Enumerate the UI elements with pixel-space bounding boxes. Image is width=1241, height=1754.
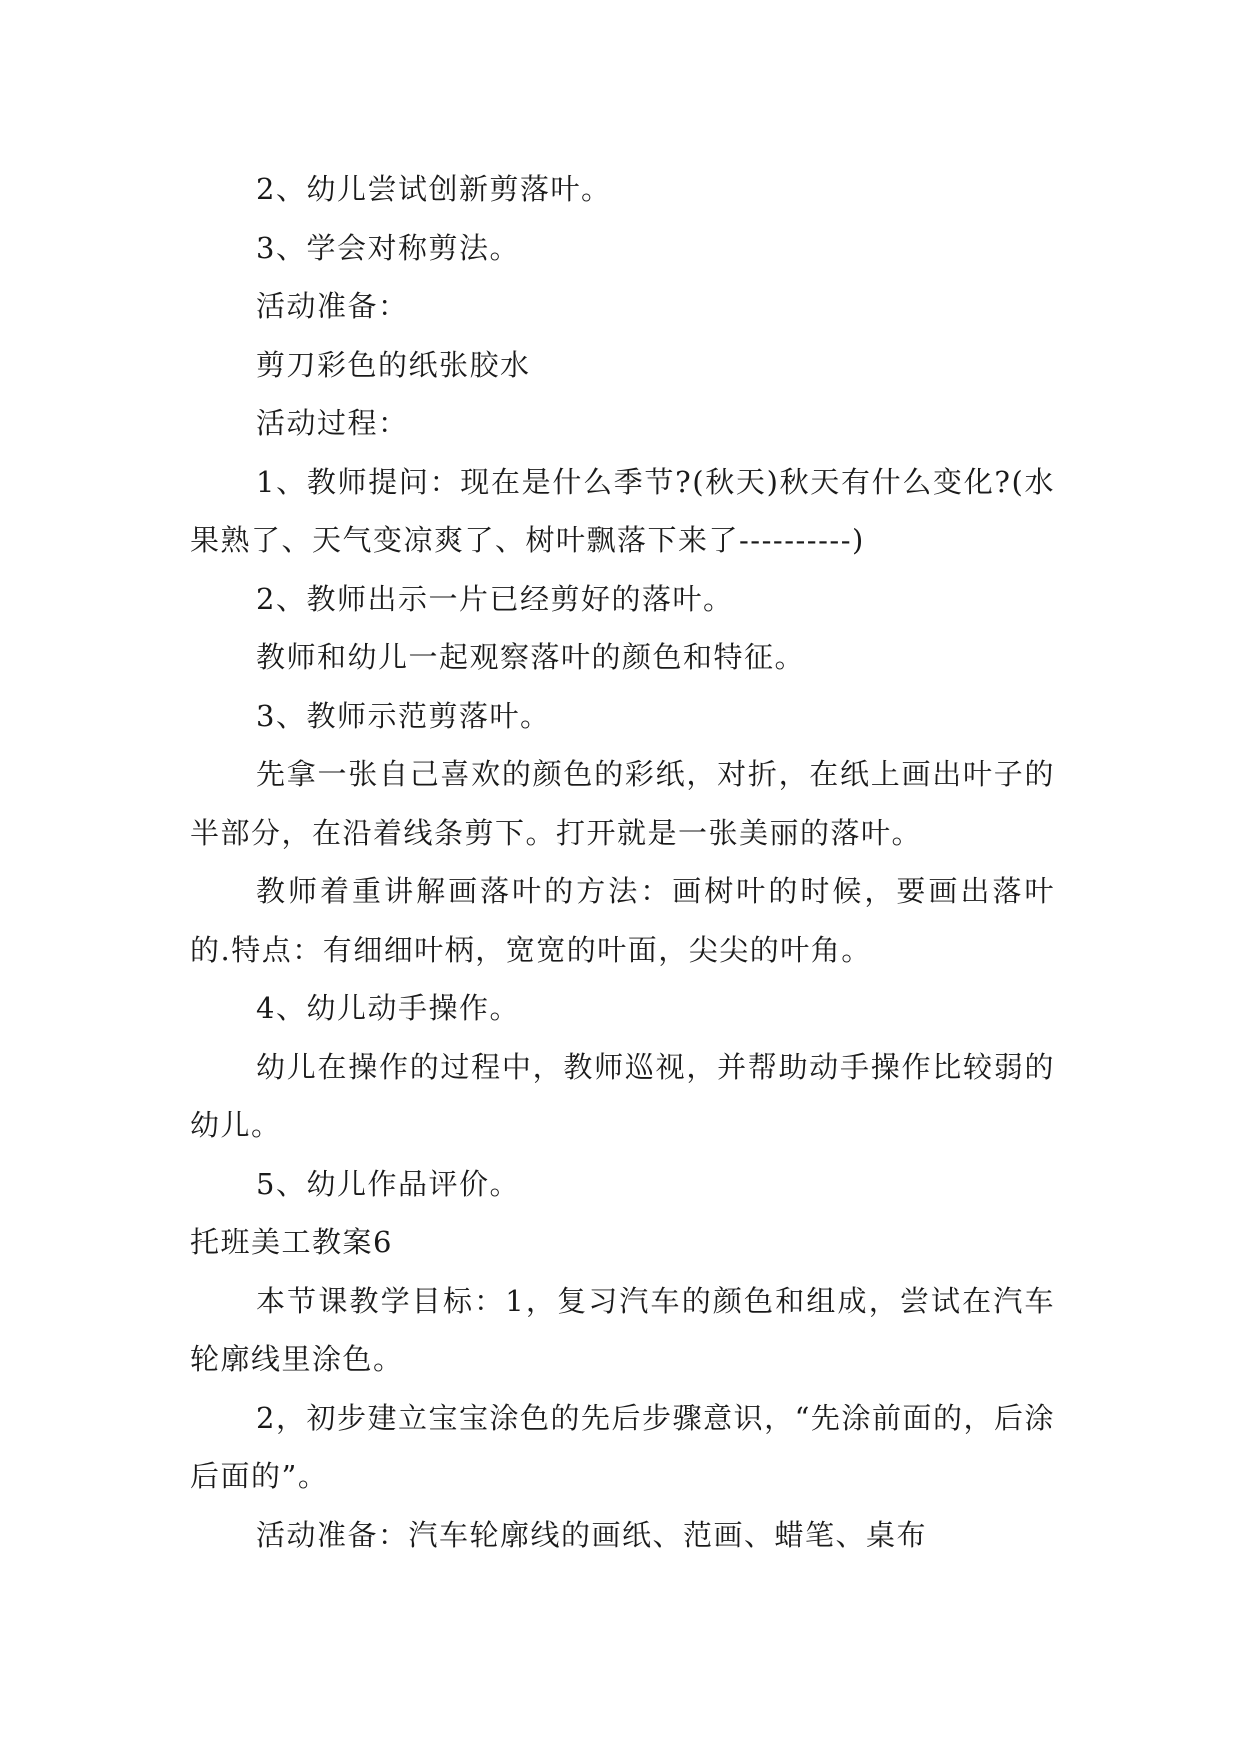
paragraph: 2，初步建立宝宝涂色的先后步骤意识，“先涂前面的，后涂后面的”。: [190, 1400, 1055, 1493]
paragraph: 1、教师提问：现在是什么季节?(秋天)秋天有什么变化?(水果熟了、天气变凉爽了、树叶飘落下来了----------): [190, 464, 1055, 557]
paragraph: 2、幼儿尝试创新剪落叶。: [256, 172, 612, 206]
paragraph: 本节课教学目标：1，复习汽车的颜色和组成，尝试在汽车轮廓线里涂色。: [190, 1283, 1055, 1376]
paragraph: 教师着重讲解画落叶的方法：画树叶的时候，要画出落叶的.特点：有细细叶柄，宽宽的叶面，尖尖的叶角。: [190, 874, 1055, 967]
document-body: [190, 160, 1055, 1564]
paragraph: 活动过程：: [256, 406, 409, 440]
paragraph: 幼儿在操作的过程中，教师巡视，并帮助动手操作比较弱的幼儿。: [190, 1049, 1055, 1142]
paragraph: 教师和幼儿一起观察落叶的颜色和特征。: [256, 640, 806, 674]
paragraph: 4、幼儿动手操作。: [256, 991, 520, 1025]
paragraph: 5、幼儿作品评价。: [256, 1166, 520, 1201]
paragraph: 先拿一张自己喜欢的颜色的彩纸，对折，在纸上画出叶子的半部分，在沿着线条剪下。打开就是一张美丽的落叶。: [190, 757, 1055, 850]
paragraph: 3、学会对称剪法。: [256, 230, 520, 265]
paragraph: 3、教师示范剪落叶。: [256, 698, 551, 733]
paragraph: 活动准备：: [256, 289, 409, 323]
paragraph: 2、教师出示一片已经剪好的落叶。: [256, 581, 734, 616]
paragraph: 活动准备：汽车轮廓线的画纸、范画、蜡笔、桌布: [256, 1517, 928, 1552]
paragraph: 剪刀彩色的纸张胶水: [256, 347, 531, 382]
section-heading: 托班美工教案6: [190, 1225, 393, 1259]
